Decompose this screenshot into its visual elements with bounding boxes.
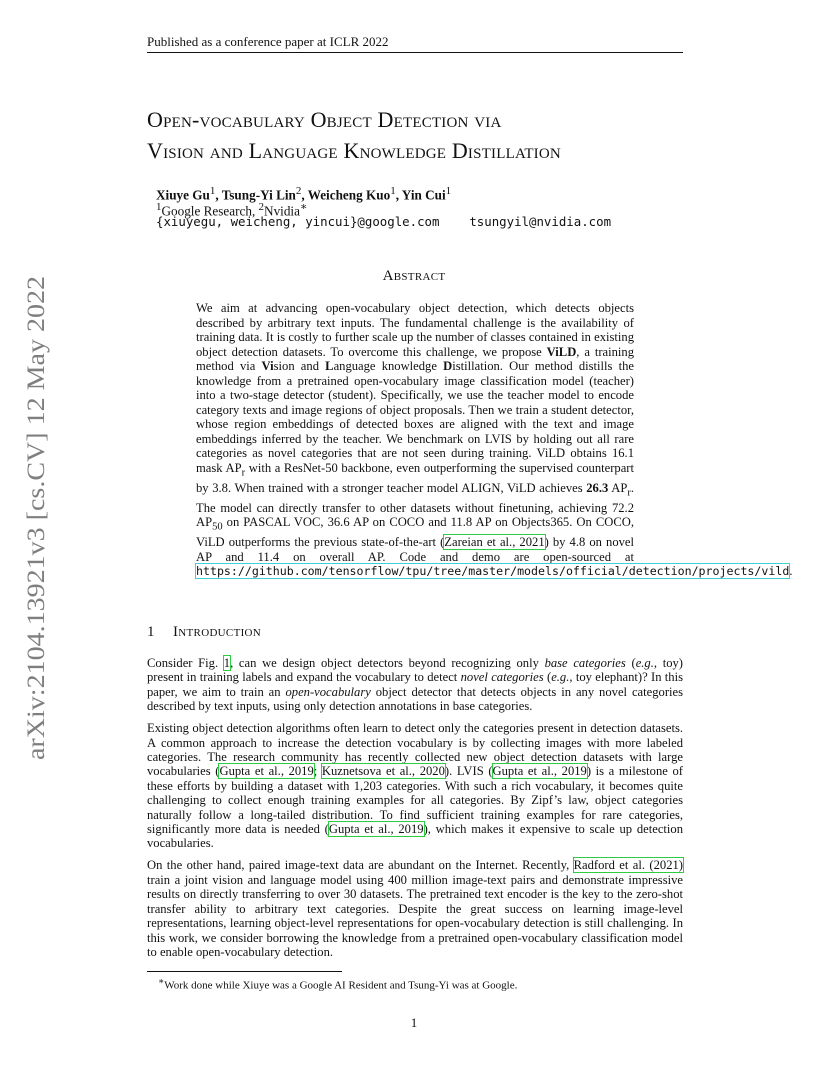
footnote-text: Work done while Xiuye was a Google AI Resident and Tsung-Yi was at Google. bbox=[164, 979, 518, 992]
author-affil-mark: 1 bbox=[209, 185, 216, 197]
author-affil-mark: 1 bbox=[390, 185, 396, 197]
footnote-mark: ∗ bbox=[158, 976, 165, 986]
figure-ref-link[interactable]: 1 bbox=[223, 656, 231, 670]
abstract-body bbox=[196, 301, 793, 579]
title-line-2: Vision and Language Knowledge Distillation bbox=[147, 138, 561, 163]
author-list: Xiuye Gu$^1$, Tsung-Yi Lin$^2$, Weicheng Kuo$^1$, Yin Cui$^1$ bbox=[156, 185, 452, 203]
code-url-link[interactable]: https://github.com/tensorflow/tpu/tree/master/models/official/detection/projects/vild bbox=[196, 564, 790, 579]
abstract-paragraph: We aim at advancing open-vocabulary object detection, which detects objects described by arbitrary text inputs. The fundamental challenge is the availability of training data. It is costly to further scale up the number of classes contained in existing object detection datasets. To overcome this challenge, we propose ViLD, a training method via Vision and Language knowledge Distillation. Our method distills the knowledge from a pretrained open-vocabulary image classification model (teacher) into a two-stage detector (student). Specifically, we use the teacher model to encode category texts and image regions of object proposals. Then we train a student detector, whose region embeddings of detected boxes are aligned with the text and image embeddings inferred by the teacher. We benchmark on LVIS by holding out all rare categories as novel categories that are not seen during training. ViLD obtains 16.1 mask $AP_r$ with a ResNet-50 backbone, even outperforming the supervised counterpart by 3.8. When trained with a stronger teacher model ALIGN, ViLD achieves 26.3 $AP_r$. The model can directly transfer to other datasets without finetuning, achieving 72.2 $AP_{50}$ on PASCAL VOC, 36.6 AP on COCO and 11.8 AP on Objects365. On COCO, ViLD outperforms the previous state-of-the-art (Zareian et al., 2021) by 4.8 on novel AP and 11.4 on overall AP. Code and demo are open-sourced at https://github.com/tensorflow/tpu/tree/master/models/official/detection/projects/vild. bbox=[196, 301, 793, 579]
footnote-rule bbox=[147, 971, 342, 972]
author-name: Weicheng Kuo bbox=[307, 187, 391, 203]
title-line-1: Open-vocabulary Object Detection via bbox=[147, 107, 502, 132]
arxiv-stamp bbox=[22, 276, 50, 760]
section-title: Introduction bbox=[173, 624, 262, 640]
author-name: Tsung-Yi Lin bbox=[221, 187, 296, 203]
body-paragraph: Existing object detection algorithms often learn to detect only the categories present in detection datasets. A common approach to increase the detection vocabulary is by collecting images with more labeled categories. The research community has recently collected new object detection datasets with large vocabularies (Gupta et al., 2019; Kuznetsova et al., 2020). LVIS (Gupta et al., 2019) is a milestone of these efforts by building a dataset with 1,203 categories. With such a rich vocabulary, it becomes quite challenging to collect enough training examples for all categories. By Zipf’s law, object categories naturally follow a long-tailed distribution. To find sufficient training examples for rare categories, significantly more data is needed (Gupta et al., 2019), which makes it expensive to scale up detection vocabularies. bbox=[147, 721, 683, 851]
introduction-body bbox=[147, 656, 683, 967]
body-paragraph: On the other hand, paired image-text data are abundant on the Internet. Recently, Radford et al. (2021) train a joint vision and language model using 400 million image-text pairs and demonstrate impressive results on directly transferring to over 30 datasets. The pretrained text encoder is the key to the zero-shot transfer ability to arbitrary text categories. Despite the great success on learning image-level representations, learning object-level representations for open-vocabulary detection is still challenging. In this work, we consider borrowing the knowledge from a pretrained open-vocabulary classification model to enable open-vocabulary detection. bbox=[147, 858, 683, 959]
citation-link[interactable]: Zareian et al., 2021 bbox=[444, 535, 545, 550]
author-emails bbox=[156, 214, 611, 230]
email-google: {xiuyegu, weicheng, yincui}@google.com bbox=[156, 214, 440, 229]
author-name: Yin Cui bbox=[401, 187, 446, 203]
citation-link[interactable]: Radford et al. (2021) bbox=[573, 858, 683, 873]
footnote bbox=[158, 976, 517, 992]
author-affil-mark: 2 bbox=[295, 185, 302, 197]
header-rule bbox=[147, 52, 683, 53]
affiliations: $^1$Google Research, $^2$Nvidia∗ bbox=[156, 201, 308, 219]
author-affil-mark: 1 bbox=[445, 185, 452, 197]
section-heading bbox=[147, 624, 261, 641]
author-name: Xiuye Gu bbox=[156, 187, 210, 203]
paper-title bbox=[147, 104, 707, 166]
abstract-heading: Abstract bbox=[382, 268, 446, 284]
citation-link[interactable]: Gupta et al., 2019 bbox=[219, 764, 314, 779]
section-number: 1 bbox=[147, 624, 155, 640]
body-paragraph: Consider Fig. 1, can we design object detectors beyond recognizing only base categories (e.g., toy) present in training labels and expand the vocabulary to detect novel categories (e.g., toy elephant)? In this paper, we aim to train an open-vocabulary object detector that detects objects in any novel categories described by text inputs, using only detection annotations in base categories. bbox=[147, 656, 684, 714]
citation-link[interactable]: Gupta et al., 2019 bbox=[328, 822, 424, 837]
arxiv-stamp-text: arXiv:2104.13921v3 [cs.CV] 12 May 2022 bbox=[23, 328, 50, 760]
email-nvidia: tsungyil@nvidia.com bbox=[469, 214, 612, 229]
citation-link[interactable]: Kuznetsova et al., 2020 bbox=[321, 764, 445, 779]
running-header: Published as a conference paper at ICLR 2022 bbox=[147, 34, 389, 49]
citation-link[interactable]: Gupta et al., 2019 bbox=[492, 764, 587, 779]
page-number: 1 bbox=[410, 1015, 418, 1030]
